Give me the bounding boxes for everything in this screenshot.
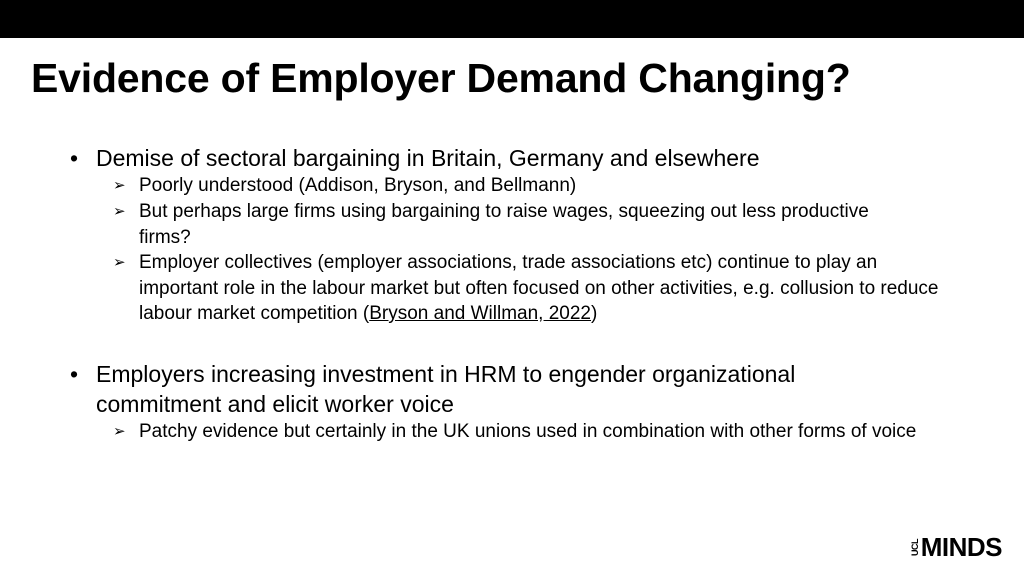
arrow-bullet-icon: ➢ <box>113 423 126 440</box>
sub-bullet-text <box>139 250 944 327</box>
sub-bullet-text: Poorly understood (Addison, Bryson, and Bellmann) <box>139 175 577 196</box>
bullet-dot: • <box>70 145 79 171</box>
arrow-bullet-icon: ➢ <box>113 203 126 220</box>
sub-bullet-text-before: Employer collectives (employer associations, trade associations etc) continue to play an important role in the labour market but often focused on other activities, e.g. collusion to reduce labour market competition ( <box>139 252 939 324</box>
sub-bullet-text: But perhaps large firms using bargaining to raise wages, squeezing out less productive firms? <box>139 201 869 248</box>
sub-bullet-text: Patchy evidence but certainly in the UK unions used in combination with other forms of voice <box>139 421 917 442</box>
top-bar <box>0 0 1024 38</box>
slide-title: Evidence of Employer Demand Changing? <box>31 55 851 101</box>
citation-link[interactable]: Bryson and Willman, 2022 <box>369 303 591 324</box>
logo-word: MINDS <box>920 532 1002 562</box>
bullet-text: Demise of sectoral bargaining in Britain, Germany and elsewhere <box>96 145 760 171</box>
arrow-bullet-icon: ➢ <box>113 254 126 271</box>
sub-bullet-text-after: ) <box>591 303 598 324</box>
arrow-bullet-icon: ➢ <box>113 177 126 194</box>
bullet-text: Employers increasing investment in HRM to engender organizational commitment and elicit worker voice <box>96 361 796 417</box>
bullet-dot: • <box>70 361 79 387</box>
ucl-minds-logo <box>911 534 1002 560</box>
logo-prefix: UCL <box>909 538 920 556</box>
